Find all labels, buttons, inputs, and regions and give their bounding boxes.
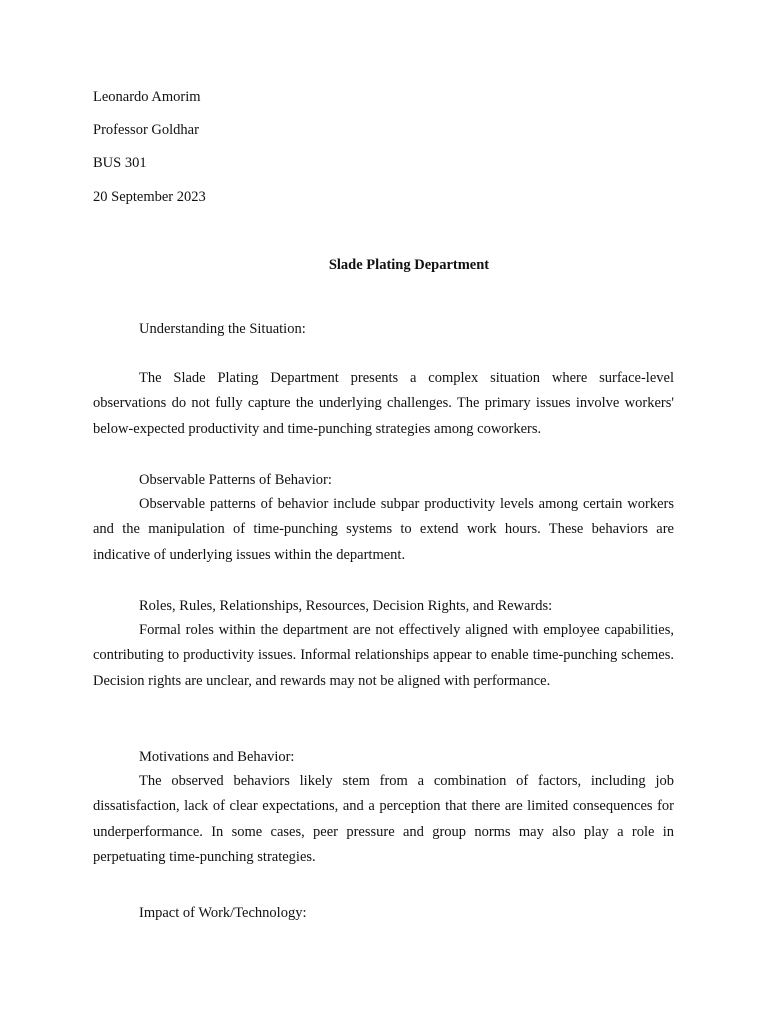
document-title: Slade Plating Department [328,257,490,273]
section-body-understanding: The Slade Plating Department presents a complex situation where surface-level observations do not fully capture the underlying challenges. The primary issues involve workers' below-expected productivity and time-punching strategies among coworkers. [93,370,674,437]
section-heading-observable-patterns: Observable Patterns of Behavior: [139,472,332,488]
section-heading-motivations: Motivations and Behavior: [139,749,295,765]
document-date: 20 September 2023 [93,189,206,205]
course-code: BUS 301 [93,155,147,171]
section-body-motivations: The observed behaviors likely stem from a combination of factors, including job dissatisfaction, lack of clear expectations, and a perception that there are limited consequences for underperformance. In some cases, peer pressure and group norms may also play a role in perpetuating time-punching strategies. [93,773,674,865]
section-heading-impact-of-work: Impact of Work/Technology: [139,905,307,921]
student-name: Leonardo Amorim [93,89,201,105]
section-body-observable-patterns: Observable patterns of behavior include subpar productivity levels among certain workers and the manipulation of time-punching systems to extend work hours. These behaviors are indicative of underlying issues within the department. [93,496,674,563]
professor-name: Professor Goldhar [93,122,199,138]
section-body-roles-rules: Formal roles within the department are not effectively aligned with employee capabilities, contributing to productivity issues. Informal relationships appear to enable time-punching schemes. Decision rights are unclear, and rewards may not be aligned with performance. [93,622,674,689]
section-heading-roles-rules: Roles, Rules, Relationships, Resources, Decision Rights, and Rewards: [139,598,553,614]
section-heading-understanding: Understanding the Situation: [139,321,306,337]
